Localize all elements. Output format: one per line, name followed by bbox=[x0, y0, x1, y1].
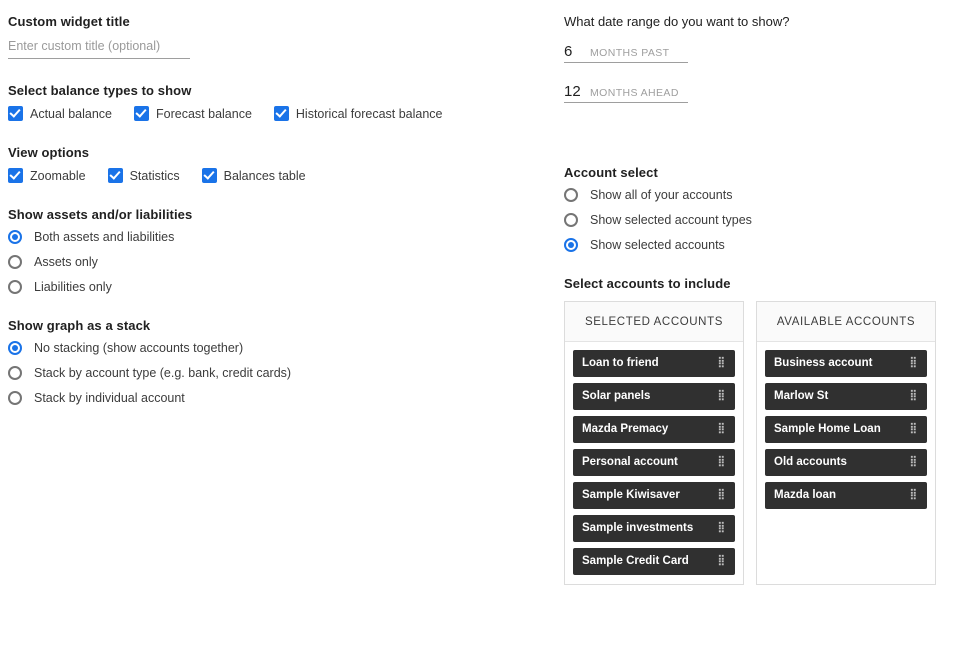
months-ahead-field[interactable] bbox=[564, 83, 688, 103]
radio-both-assets-and-liabilities-label: Both assets and liabilities bbox=[34, 230, 175, 244]
list-item[interactable] bbox=[765, 383, 927, 410]
custom-title-input[interactable] bbox=[8, 39, 190, 53]
checkbox-forecast-balance[interactable] bbox=[134, 106, 252, 121]
drag-handle-icon[interactable]: ⣿ bbox=[909, 357, 918, 368]
checkbox-statistics-box[interactable] bbox=[108, 168, 123, 183]
drag-handle-icon[interactable]: ⣿ bbox=[717, 357, 726, 368]
drag-handle-icon[interactable]: ⣿ bbox=[717, 489, 726, 500]
balance-types-group bbox=[8, 83, 548, 121]
radio-show-selected-accounts[interactable] bbox=[564, 238, 956, 252]
radio-show-all-accounts[interactable] bbox=[564, 188, 956, 202]
drag-handle-icon[interactable]: ⣿ bbox=[909, 423, 918, 434]
drag-handle-icon[interactable]: ⣿ bbox=[717, 555, 726, 566]
drag-handle-icon[interactable]: ⣿ bbox=[717, 456, 726, 467]
radio-show-all-accounts-label: Show all of your accounts bbox=[590, 188, 733, 202]
list-item[interactable] bbox=[573, 482, 735, 509]
list-item[interactable] bbox=[765, 416, 927, 443]
drag-handle-icon[interactable]: ⣿ bbox=[909, 456, 918, 467]
custom-title-label: Custom widget title bbox=[8, 14, 130, 29]
drag-handle-icon[interactable]: ⣿ bbox=[717, 522, 726, 533]
radio-assets-only[interactable] bbox=[8, 255, 548, 269]
checkbox-zoomable[interactable] bbox=[8, 168, 86, 183]
radio-stack-by-account-type-label: Stack by account type (e.g. bank, credit cards) bbox=[34, 366, 292, 380]
assets-liabilities-label: Show assets and/or liabilities bbox=[8, 207, 193, 222]
checkbox-statistics[interactable] bbox=[108, 168, 180, 183]
radio-stack-by-individual-account[interactable] bbox=[8, 391, 548, 405]
radio-show-selected-account-types[interactable] bbox=[564, 213, 956, 227]
list-item-label: Sample Kiwisaver bbox=[582, 489, 680, 501]
accounts-picker-label: Select accounts to include bbox=[564, 276, 731, 291]
radio-stack-by-individual-account-dot[interactable] bbox=[8, 391, 22, 405]
drag-handle-icon[interactable]: ⣿ bbox=[909, 390, 918, 401]
stacking-label: Show graph as a stack bbox=[8, 318, 151, 333]
balance-types-label: Select balance types to show bbox=[8, 83, 192, 98]
checkbox-historical-forecast-balance-box[interactable] bbox=[274, 106, 289, 121]
checkbox-actual-balance[interactable] bbox=[8, 106, 112, 121]
custom-title-group bbox=[8, 14, 548, 59]
date-range-group bbox=[564, 14, 956, 103]
available-accounts-header: AVAILABLE ACCOUNTS bbox=[757, 302, 935, 342]
radio-liabilities-only-dot[interactable] bbox=[8, 280, 22, 294]
list-item-label: Old accounts bbox=[774, 456, 847, 468]
list-item-label: Marlow St bbox=[774, 390, 829, 402]
accounts-picker-group bbox=[564, 276, 956, 585]
list-item[interactable] bbox=[573, 383, 735, 410]
drag-handle-icon[interactable]: ⣿ bbox=[909, 489, 918, 500]
radio-assets-only-dot[interactable] bbox=[8, 255, 22, 269]
months-ahead-suffix: MONTHS AHEAD bbox=[590, 87, 679, 99]
checkbox-balances-table-box[interactable] bbox=[202, 168, 217, 183]
custom-title-input-wrap[interactable] bbox=[8, 37, 190, 59]
selected-accounts-panel[interactable] bbox=[564, 301, 744, 585]
stacking-group bbox=[8, 318, 548, 405]
selected-accounts-list[interactable] bbox=[565, 342, 743, 616]
radio-show-all-accounts-dot[interactable] bbox=[564, 188, 578, 202]
months-ahead-value[interactable]: 12 bbox=[564, 83, 581, 100]
drag-handle-icon[interactable]: ⣿ bbox=[717, 390, 726, 401]
checkbox-actual-balance-box[interactable] bbox=[8, 106, 23, 121]
radio-show-selected-accounts-label: Show selected accounts bbox=[590, 238, 725, 252]
account-select-group bbox=[564, 165, 956, 252]
list-item[interactable] bbox=[765, 449, 927, 476]
radio-stack-by-account-type[interactable] bbox=[8, 366, 548, 380]
radio-no-stacking[interactable] bbox=[8, 341, 548, 355]
radio-show-selected-accounts-dot[interactable] bbox=[564, 238, 578, 252]
radio-both-assets-and-liabilities[interactable] bbox=[8, 230, 548, 244]
list-item[interactable] bbox=[573, 548, 735, 575]
radio-stack-by-account-type-dot[interactable] bbox=[8, 366, 22, 380]
radio-liabilities-only[interactable] bbox=[8, 280, 548, 294]
radio-assets-only-label: Assets only bbox=[34, 255, 98, 269]
list-item-label: Sample investments bbox=[582, 522, 694, 534]
list-item-label: Sample Credit Card bbox=[582, 555, 689, 567]
left-column bbox=[8, 14, 548, 429]
list-item-label: Personal account bbox=[582, 456, 678, 468]
list-item-label: Mazda Premacy bbox=[582, 423, 669, 435]
selected-accounts-header: SELECTED ACCOUNTS bbox=[565, 302, 743, 342]
list-item-label: Solar panels bbox=[582, 390, 651, 402]
radio-both-assets-and-liabilities-dot[interactable] bbox=[8, 230, 22, 244]
balance-types-options bbox=[8, 106, 548, 121]
list-item-label: Mazda loan bbox=[774, 489, 836, 501]
months-past-suffix: MONTHS PAST bbox=[590, 47, 670, 59]
checkbox-forecast-balance-box[interactable] bbox=[134, 106, 149, 121]
months-past-value[interactable]: 6 bbox=[564, 43, 573, 60]
checkbox-historical-forecast-balance-label: Historical forecast balance bbox=[295, 106, 443, 121]
right-column bbox=[564, 14, 956, 585]
list-item[interactable] bbox=[573, 515, 735, 542]
list-item[interactable] bbox=[765, 482, 927, 509]
list-item-label: Business account bbox=[774, 357, 873, 369]
radio-show-selected-account-types-dot[interactable] bbox=[564, 213, 578, 227]
radio-no-stacking-label: No stacking (show accounts together) bbox=[34, 341, 244, 355]
radio-no-stacking-dot[interactable] bbox=[8, 341, 22, 355]
view-options-group bbox=[8, 145, 548, 183]
list-item-label: Sample Home Loan bbox=[774, 423, 881, 435]
checkbox-balances-table-label: Balances table bbox=[223, 168, 306, 183]
drag-handle-icon[interactable]: ⣿ bbox=[717, 423, 726, 434]
view-options-options bbox=[8, 168, 548, 183]
checkbox-statistics-label: Statistics bbox=[129, 168, 180, 183]
available-accounts-panel[interactable] bbox=[756, 301, 936, 585]
radio-show-selected-account-types-label: Show selected account types bbox=[590, 213, 752, 227]
assets-liabilities-group bbox=[8, 207, 548, 294]
checkbox-forecast-balance-label: Forecast balance bbox=[156, 106, 252, 121]
checkbox-zoomable-label: Zoomable bbox=[30, 168, 86, 183]
available-accounts-list[interactable] bbox=[757, 342, 935, 592]
checkbox-historical-forecast-balance[interactable] bbox=[274, 106, 443, 121]
accounts-lists bbox=[564, 301, 956, 585]
list-item[interactable] bbox=[573, 449, 735, 476]
radio-stack-by-individual-account-label: Stack by individual account bbox=[34, 391, 185, 405]
checkbox-zoomable-box[interactable] bbox=[8, 168, 23, 183]
list-item[interactable] bbox=[573, 416, 735, 443]
checkbox-balances-table[interactable] bbox=[202, 168, 306, 183]
months-past-field[interactable] bbox=[564, 43, 688, 63]
list-item[interactable] bbox=[765, 350, 927, 377]
account-select-label: Account select bbox=[564, 165, 658, 180]
view-options-label: View options bbox=[8, 145, 90, 160]
date-range-question: What date range do you want to show? bbox=[564, 14, 790, 29]
radio-liabilities-only-label: Liabilities only bbox=[34, 280, 112, 294]
checkbox-actual-balance-label: Actual balance bbox=[30, 106, 113, 121]
list-item[interactable] bbox=[573, 350, 735, 377]
list-item-label: Loan to friend bbox=[582, 357, 659, 369]
